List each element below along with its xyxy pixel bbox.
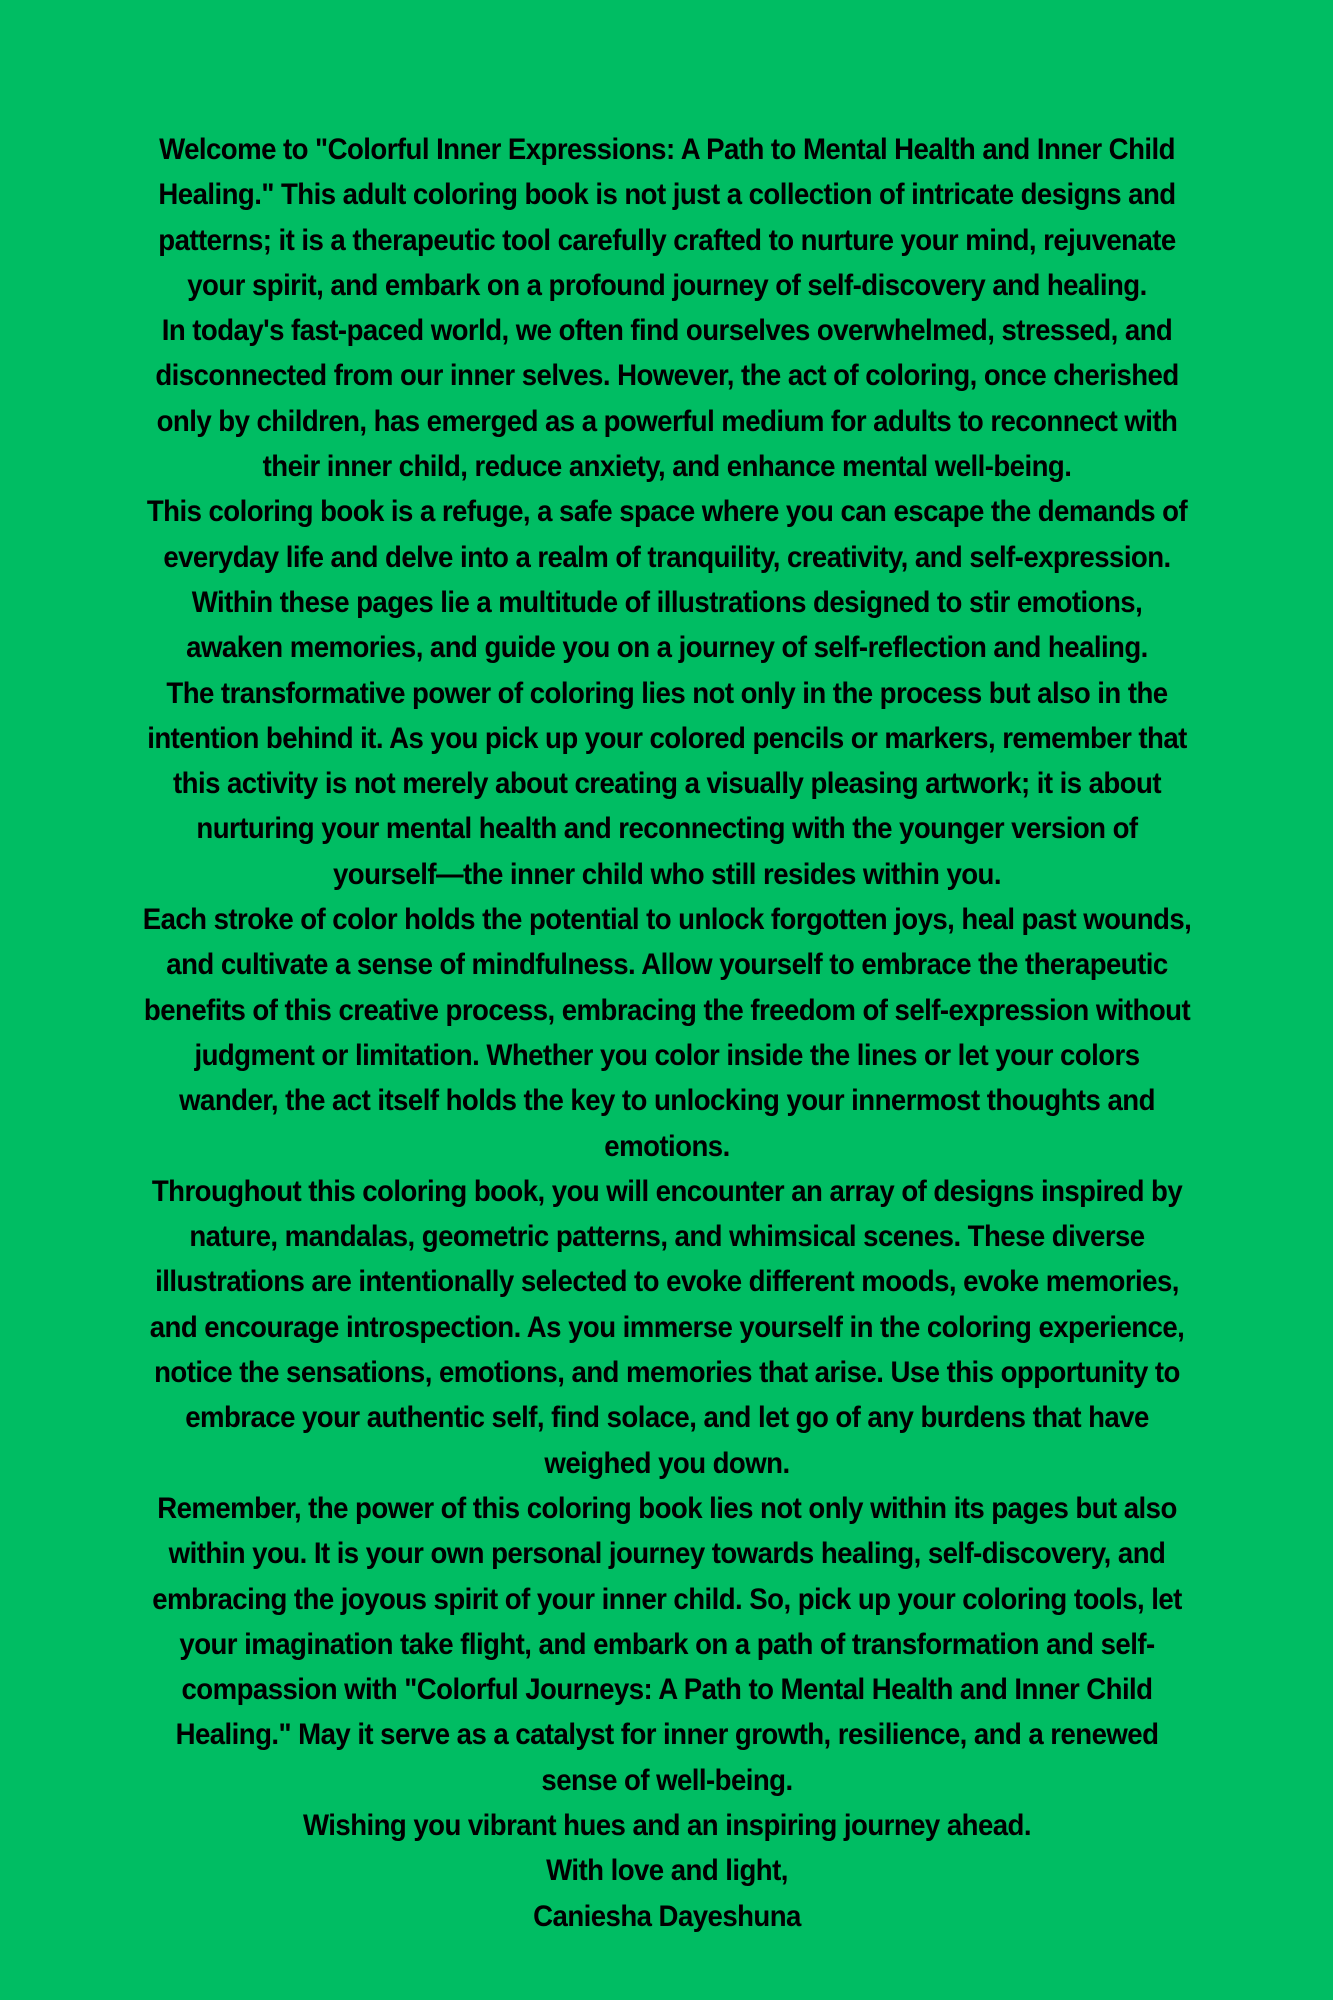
signature: Caniesha Dayeshuna	[532, 1899, 801, 1933]
letter-text	[142, 127, 1191, 1939]
paragraph-throughout: Throughout this coloring book, you will encounter an array of designs inspired by nature, mandalas, geometric patterns, and whimsical scenes. These diverse illustrations are intentionally selected to evoke different moods, evoke memories, and encourage introspection. As you immerse yourself in the coloring experience, notice the sensations, emotions, and memories that arise. Use this opportunity to embrace your authentic self, find solace, and let go of any burdens that have weighed you down.	[149, 1174, 1184, 1480]
paragraph-refuge: This coloring book is a refuge, a safe space where you can escape the demands of everyday life and delve into a realm of tranquility, creativity, and self-expression. Within these pages lie a multitude of illustrations designed to stir emotions, awaken memories, and guide you on a journey of self-reflection and healing.	[146, 495, 1187, 665]
paragraph-welcome: Welcome to "Colorful Inner Expressions: A Path to Mental Health and Inner Child Healing." This adult coloring book is not just a collection of intricate designs and patterns; it is a therapeutic tool carefully crafted to nurture your mind, rejuvenate your spirit, and embark on a profound journey of self-discovery and healing.	[157, 133, 1176, 302]
paragraph-each-stroke: Each stroke of color holds the potential to unlock forgotten joys, heal past wounds, and cultivate a sense of mindfulness. Allow yourself to embrace the therapeutic benefits of this creative process, embracing the freedom of self-expression without judgment or limitation. Whether you color inside the lines or let your colors wander, the act itself holds the key to unlocking your innermost thoughts and emotions.	[142, 903, 1191, 1163]
paragraph-transformative-power: The transformative power of coloring lies not only in the process but also in the intention behind it. As you pick up your colored pencils or markers, remember that this activity is not merely about creating a visually pleasing artwork; it is about nurturing your mental health and reconnecting with the younger version of yourself—the inner child who still resides within you.	[146, 676, 1187, 891]
paragraph-wishing: Wishing you vibrant hues and an inspiring journey ahead.	[302, 1808, 1031, 1842]
paragraph-fast-paced-world: In today's fast-paced world, we often find ourselves overwhelmed, stressed, and disconnected from our inner selves. However, the act of coloring, once cherished only by children, has emerged as a powerful medium for adults to reconnect with their inner child, reduce anxiety, and enhance mental well-being.	[154, 314, 1179, 484]
closing-line: With love and light,	[545, 1854, 788, 1888]
paragraph-remember: Remember, the power of this coloring book lies not only within its pages but also within you. It is your own personal journey towards healing, self-discovery, and embracing the joyous spirit of your inner child. So, pick up your coloring tools, let your imagination take flight, and embark on a path of transformation and self-compassion with "Colorful Journeys: A Path to Mental Health and Inner Child Healing." May it serve as a catalyst for inner growth, resilience, and a renewed sense of well-being.	[151, 1491, 1182, 1797]
